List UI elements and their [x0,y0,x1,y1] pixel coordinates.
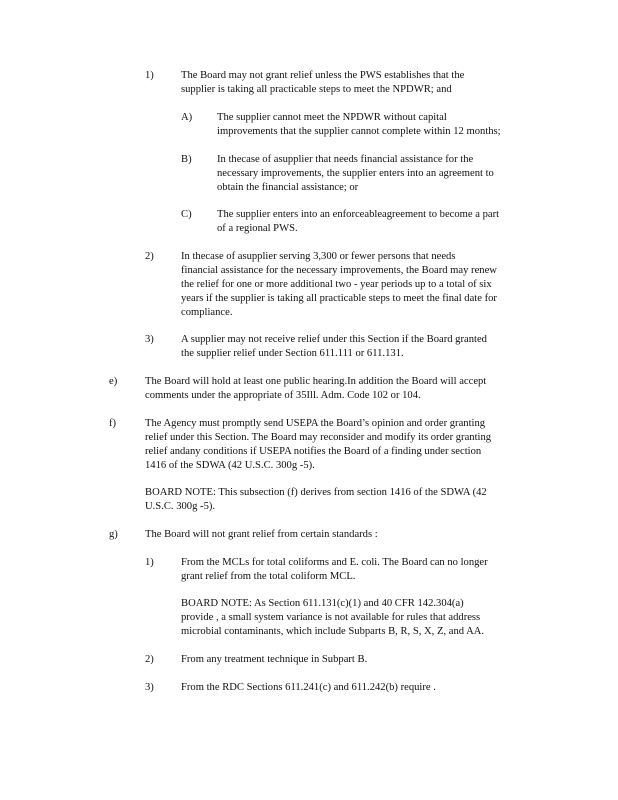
list-marker: B) [181,154,192,165]
item-text-line: The Agency must promptly send USEPA the Board’s opinion and order granting [145,418,486,429]
list-marker: C) [181,209,192,220]
note-text-line: provide , a small system variance is not available for rules that address [181,612,481,623]
item-text-line: the supplier relief under Section 611.111 or 611.131. [181,348,404,359]
item-text-line: relief andany conditions if USEPA notifies the Board of a finding under section [145,446,482,457]
item-text-line: In thecase of asupplier that needs financial assistance for the [217,154,474,165]
item-text-line: The supplier enters into an enforceableagreement to become a part [217,209,500,220]
list-marker: 1) [145,557,154,568]
item-text-line: 1416 of the SDWA (42 U.S.C. 300g -5). [145,460,315,471]
item-text-line: improvements that the supplier cannot complete within 12 months; [217,126,501,137]
item-text-line: The supplier cannot meet the NPDWR without capital [217,112,447,123]
item-text-line: The Board will not grant relief from certain standards : [145,529,378,540]
item-text-line: supplier is taking all practicable steps to meet the NPDWR; and [181,84,452,95]
item-text-line: grant relief from the total coliform MCL. [181,571,356,582]
note-text-line: BOARD NOTE: As Section 611.131(c)(1) and 40 CFR 142.304(a) [181,598,464,609]
item-text-line: From the RDC Sections 611.241(c) and 611.242(b) require . [181,682,436,693]
item-text-line: of a regional PWS. [217,223,298,234]
item-text-line: The Board will hold at least one public hearing.In addition the Board will accept [145,376,487,387]
note-text-line: BOARD NOTE: This subsection (f) derives from section 1416 of the SDWA (42 [145,487,487,498]
board-note-g1 [181,597,529,639]
list-marker: g) [109,529,118,540]
list-marker: A) [181,112,193,123]
item-text-line: In thecase of asupplier serving 3,300 or fewer persons that needs [181,251,456,262]
item-text-line: obtain the financial assistance; or [217,182,359,193]
item-text-line: financial assistance for the necessary improvements, the Board may renew [181,265,497,276]
list-marker: f) [109,418,117,429]
item-text-line: compliance. [181,307,233,318]
item-text-line: From the MCLs for total coliforms and E. coli. The Board can no longer [181,557,488,568]
list-marker: 3) [145,682,154,693]
item-text-line: A supplier may not receive relief under this Section if the Board granted [181,334,487,345]
list-marker: e) [109,376,118,387]
item-text-line: From any treatment technique in Subpart B. [181,654,368,665]
note-text-line: U.S.C. 300g -5). [145,501,216,512]
item-text-line: The Board may not grant relief unless the PWS establishes that the [181,70,465,81]
item-text-line: relief under this Section. The Board may reconsider and modify its order granting [145,432,492,443]
item-text-line: the relief for one or more additional two - year periods up to a total of six [181,279,492,290]
list-marker: 2) [145,251,154,262]
item-text-line: years if the supplier is taking all practicable steps to meet the final date for [181,293,497,304]
list-marker: 3) [145,334,154,345]
list-marker: 1) [145,70,154,81]
note-text-line: microbial contaminants, which include Subparts B, R, S, X, Z, and AA. [181,626,485,637]
item-text-line: necessary improvements, the supplier enters into an agreement to [217,168,494,179]
list-marker: 2) [145,654,154,665]
item-text-line: comments under the appropriate of 35Ill. Adm. Code 102 or 104. [145,390,421,401]
board-note-f [145,486,537,514]
